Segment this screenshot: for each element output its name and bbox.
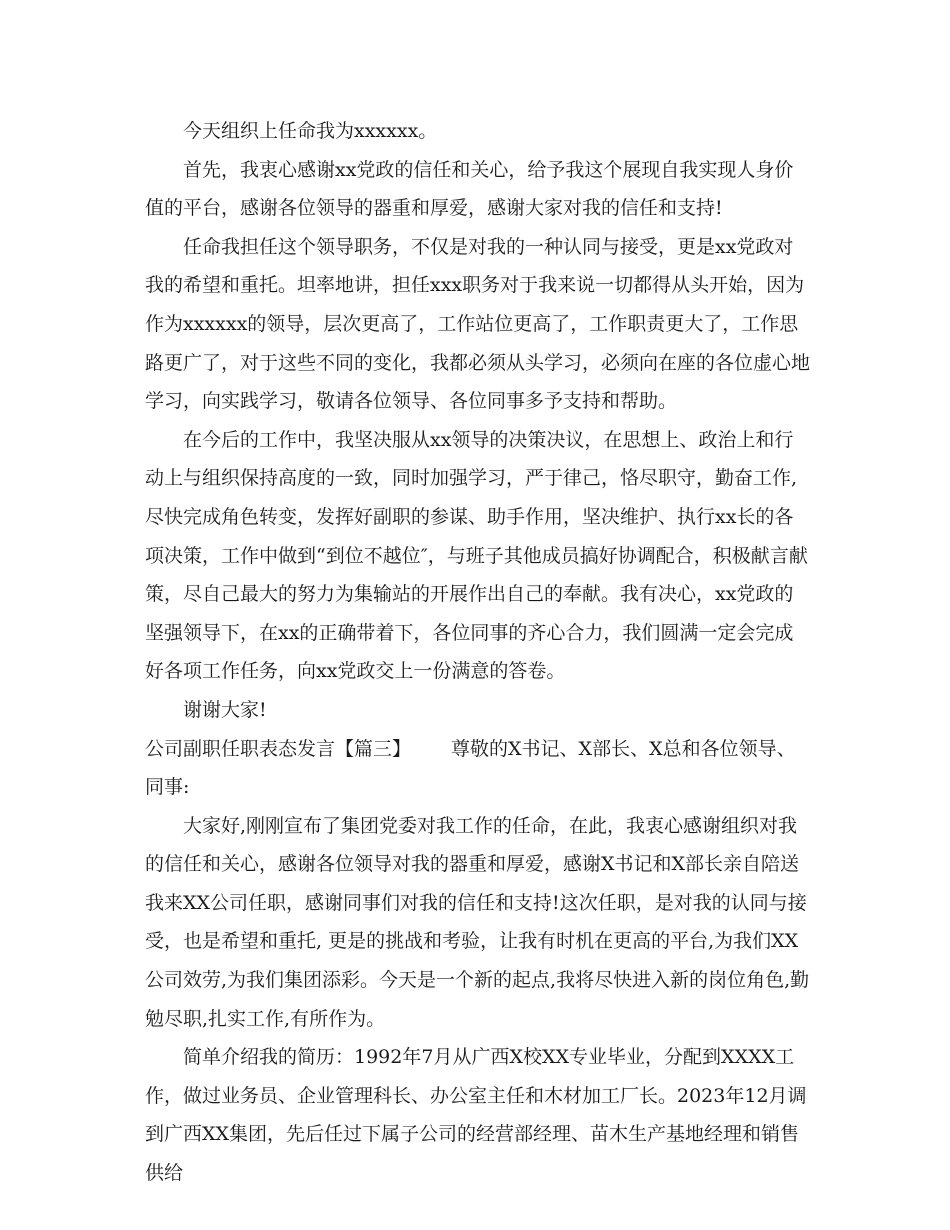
document-body [145,112,810,1193]
paragraph-closing: 谢谢大家! [183,698,267,721]
section-heading [145,730,810,807]
paragraph-appointment: 今天组织上任命我为xxxxxx。 [183,120,438,142]
paragraph-commitment: 在今后的工作中，我坚决服从xx领导的决策决议，在思想上、政治上和行动上与组织保持高度的一致，同时加强学习，严于律己，恪尽职守，勤奋工作,尽快完成角色转变，发挥好副职的参谋、助手作用，坚决维护、执行xx长的各项决策，工作中做到“到位不越位″，与班子其他成员搞好协调配合，积极献言献策，尽自己最大的努力为集输站的开展作出自己的奉献。我有决心，xx党政的坚强领导下，在xx的正确带着下，各位同事的齐心合力，我们圆满一定会完成好各项工作任务，向xx党政交上一份满意的答卷。 [145,428,808,683]
paragraph-thanks: 首先，我衷心感谢xx党政的信任和关心，给予我这个展现自我实现人身价值的平台，感谢各位领导的器重和厚爱，感谢大家对我的信任和支持! [145,158,794,220]
paragraph-resume: 简单介绍我的简历：1992年7月从广西X校XX专业毕业，分配到XXXX工作，做过业务员、企业管理科长、办公室主任和木材加工厂长。2023年12月调到广西XX集团，先后任过下属子公司的经营部经理、苗木生产基地经理和销售供给 [145,1046,807,1185]
salutation: 尊敬的X书记、X部长、X总和各位领导、同事: [145,737,796,799]
paragraph-greeting: 大家好,刚刚宣布了集团党委对我工作的任命，在此，我衷心感谢组织对我的信任和关心，感谢各位领导对我的器重和厚爱，感谢X书记和X部长亲自陪送我来XX公司任职，感谢同事们对我的信任和支持!这次任职，是对我的认同与接受，也是希望和重托, 更是的挑战和考验，让我有时机在更高的平台,为我们XX公司效劳,为我们集团添彩。今天是一个新的起点,我将尽快进入新的岗位角色,勤勉尽职,扎实工作,有所作为。 [145,814,810,1030]
section-title: 公司副职任职表态发言【篇三】 [145,737,412,760]
paragraph-responsibility: 任命我担任这个领导职务，不仅是对我的一种认同与接受，更是xx党政对我的希望和重托。坦率地讲，担任xxx职务对于我来说一切都得从头开始，因为作为xxxxxx的领导，层次更高了，工作站位更高了，工作职责更大了，工作思路更广了，对于这些不同的变化，我都必须从头学习，必须向在座的各位虚心地学习，向实践学习，敬请各位领导、各位同事多予支持和帮助。 [145,235,811,413]
